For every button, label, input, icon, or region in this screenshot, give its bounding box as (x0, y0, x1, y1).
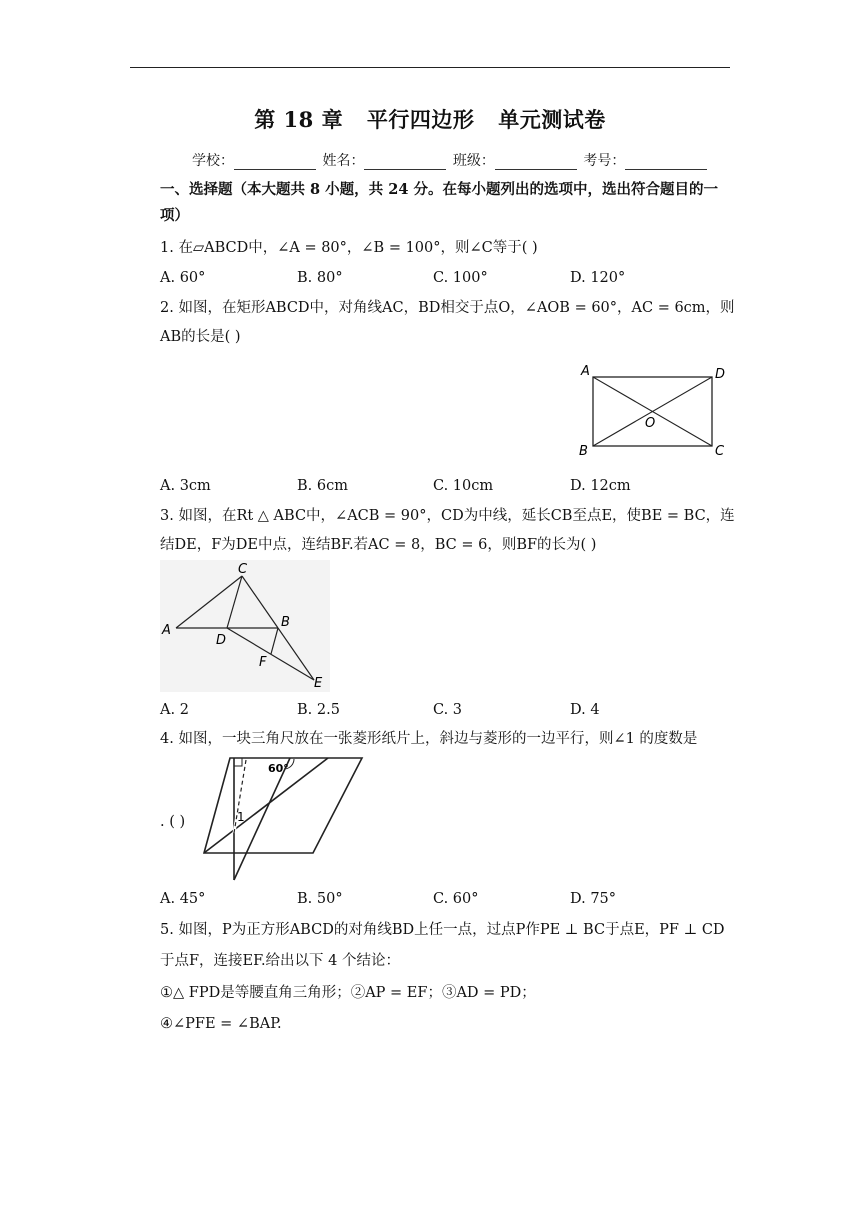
q1-option-a[interactable]: A. 60° (160, 270, 206, 286)
q4-option-b[interactable]: B. 50° (297, 891, 343, 907)
q4-stem-line2: . ( ) (160, 814, 186, 830)
q3-option-c[interactable]: C. 3 (433, 702, 463, 718)
q2-option-a[interactable]: A. 3cm (160, 478, 211, 494)
q2-label-b: B (579, 444, 588, 459)
class-label: 班级： (452, 153, 495, 169)
section-heading-line2: 项） (160, 207, 189, 224)
exam-no-blank[interactable] (625, 156, 707, 170)
q3-option-d[interactable]: D. 4 (570, 702, 600, 718)
q2-label-a: A (581, 364, 590, 379)
title-type: 单元测试卷 (498, 107, 606, 132)
q1-stem: 1. 在▱ABCD中，∠A = 80°，∠B = 100°，则∠C等于( ) (160, 240, 538, 256)
q3-stem-line2: 结DE，F为DE中点，连结BF.若AC = 8，BC = 6，则BF的长为( ) (160, 537, 597, 553)
student-info-line (192, 150, 709, 170)
q2-label-o: O (645, 416, 656, 431)
q4-label-1: 1 (237, 810, 245, 824)
class-blank[interactable] (495, 156, 577, 170)
name-blank[interactable] (364, 156, 446, 170)
q2-option-b[interactable]: B. 6cm (297, 478, 348, 494)
q2-stem-line2: AB的长是( ) (160, 329, 241, 345)
q3-option-a[interactable]: A. 2 (160, 702, 189, 718)
q3-label-c: C (238, 562, 248, 577)
q4-option-d[interactable]: D. 75° (570, 891, 617, 907)
q2-rectangle-figure (575, 360, 735, 460)
section-heading-line1: 一、选择题（本大题共 8 小题，共 24 分。在每小题列出的选项中，选出符合题目的一 (160, 181, 718, 198)
q2-option-c[interactable]: C. 10cm (433, 478, 494, 494)
q5-stem-line1: 5. 如图，P为正方形ABCD的对角线BD上任一点，过点P作PE ⊥ BC于点E，PF ⊥ CD (160, 922, 725, 938)
q2-stem-line1: 2. 如图，在矩形ABCD中，对角线AC，BD相交于点O，∠AOB = 60°，AC = 6cm，则 (160, 300, 735, 316)
q4-option-a[interactable]: A. 45° (160, 891, 206, 907)
q5-conclusions-line2: ④∠PFE = ∠BAP. (160, 1016, 282, 1032)
q3-option-b[interactable]: B. 2.5 (297, 702, 340, 718)
q2-label-c: C (715, 444, 725, 459)
school-label: 学校： (192, 153, 234, 169)
q3-label-b: B (281, 615, 290, 630)
q4-rhombus-figure (200, 755, 370, 885)
q4-option-c[interactable]: C. 60° (433, 891, 479, 907)
q2-option-d[interactable]: D. 12cm (570, 478, 631, 494)
q5-stem-line2: 于点F，连接EF.给出以下 4 个结论： (160, 953, 400, 969)
q3-label-d: D (216, 633, 227, 648)
school-blank[interactable] (234, 156, 316, 170)
q4-right-angle-mark (234, 758, 242, 766)
name-label: 姓名： (322, 153, 365, 169)
header-rule (130, 67, 730, 68)
page-title (0, 104, 860, 134)
q1-option-b[interactable]: B. 80° (297, 270, 343, 286)
q3-label-f: F (259, 655, 267, 670)
q2-label-d: D (715, 367, 726, 382)
q5-conclusions-line1: ①△ FPD是等腰直角三角形；②AP = EF；③AD = PD； (160, 985, 536, 1001)
q3-label-a: A (162, 623, 171, 638)
q3-label-e: E (314, 676, 323, 691)
exam-no-label: 考号： (583, 153, 626, 169)
title-chapter: 第 18 章 (254, 107, 344, 132)
q4-triangle-hypotenuse (204, 758, 328, 853)
title-topic: 平行四边形 (366, 107, 475, 132)
q4-stem-line1: 4. 如图，一块三角尺放在一张菱形纸片上，斜边与菱形的一边平行，则∠1 的度数是 (160, 731, 698, 747)
q3-triangle-figure (160, 560, 330, 692)
q1-option-d[interactable]: D. 120° (570, 270, 626, 286)
q1-option-c[interactable]: C. 100° (433, 270, 488, 286)
q3-stem-line1: 3. 如图，在Rt △ ABC中，∠ACB = 90°，CD为中线，延长CB至点E，使BE = BC，连 (160, 508, 735, 524)
q4-label-60: 60° (268, 762, 289, 775)
